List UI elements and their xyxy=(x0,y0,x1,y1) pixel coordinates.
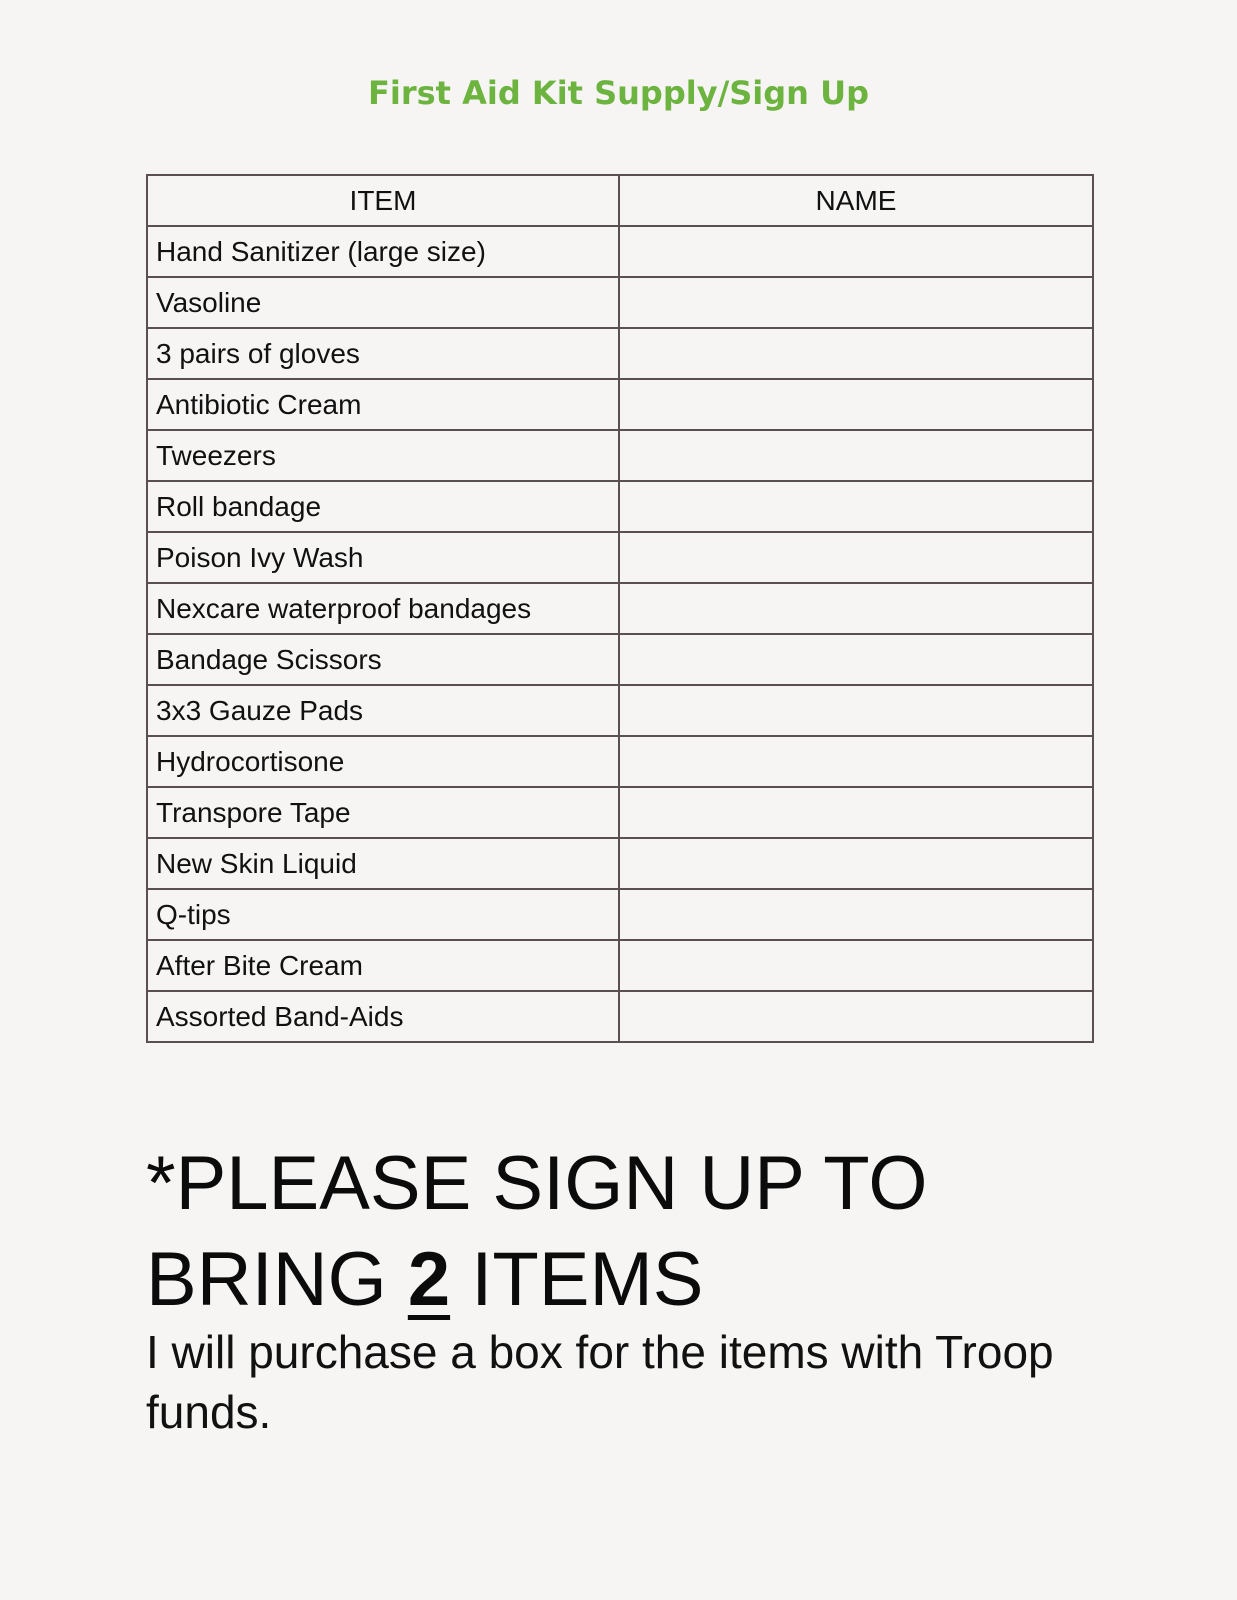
table-row xyxy=(147,379,1093,430)
name-cell[interactable] xyxy=(619,583,1093,634)
name-cell[interactable] xyxy=(619,481,1093,532)
name-cell[interactable] xyxy=(619,379,1093,430)
table-row xyxy=(147,991,1093,1042)
funding-note: I will purchase a box for the items with Troop funds. xyxy=(146,1326,1054,1438)
name-cell[interactable] xyxy=(619,634,1093,685)
table-row xyxy=(147,430,1093,481)
name-cell[interactable] xyxy=(619,736,1093,787)
item-cell: After Bite Cream xyxy=(147,940,619,991)
name-cell[interactable] xyxy=(619,991,1093,1042)
name-cell[interactable] xyxy=(619,226,1093,277)
item-cell: Tweezers xyxy=(147,430,619,481)
item-cell: Nexcare waterproof bandages xyxy=(147,583,619,634)
name-cell[interactable] xyxy=(619,430,1093,481)
name-cell[interactable] xyxy=(619,685,1093,736)
item-cell: Q-tips xyxy=(147,889,619,940)
table-row xyxy=(147,226,1093,277)
item-cell: Transpore Tape xyxy=(147,787,619,838)
item-count: 2 xyxy=(407,1237,451,1322)
column-header-name: NAME xyxy=(619,175,1093,226)
item-cell: New Skin Liquid xyxy=(147,838,619,889)
name-cell[interactable] xyxy=(619,328,1093,379)
signup-table xyxy=(146,174,1094,1043)
table-row xyxy=(147,736,1093,787)
table-row xyxy=(147,532,1093,583)
name-cell[interactable] xyxy=(619,838,1093,889)
name-cell[interactable] xyxy=(619,532,1093,583)
name-cell[interactable] xyxy=(619,787,1093,838)
item-cell: 3 pairs of gloves xyxy=(147,328,619,379)
item-cell: Antibiotic Cream xyxy=(147,379,619,430)
table-row xyxy=(147,634,1093,685)
table-row xyxy=(147,889,1093,940)
item-cell: Hydrocortisone xyxy=(147,736,619,787)
notice-line-2-prefix: BRING xyxy=(146,1237,408,1322)
table-row xyxy=(147,481,1093,532)
table-row xyxy=(147,787,1093,838)
table-row xyxy=(147,940,1093,991)
table-row xyxy=(147,328,1093,379)
column-header-item: ITEM xyxy=(147,175,619,226)
name-cell[interactable] xyxy=(619,940,1093,991)
item-cell: Hand Sanitizer (large size) xyxy=(147,226,619,277)
item-cell: Vasoline xyxy=(147,277,619,328)
notice-line-2-suffix: ITEMS xyxy=(450,1237,704,1322)
signup-notice xyxy=(146,1136,927,1328)
table-row xyxy=(147,277,1093,328)
name-cell[interactable] xyxy=(619,277,1093,328)
item-cell: Assorted Band-Aids xyxy=(147,991,619,1042)
table-row xyxy=(147,583,1093,634)
item-cell: Bandage Scissors xyxy=(147,634,619,685)
item-cell: Roll bandage xyxy=(147,481,619,532)
notice-line-2 xyxy=(146,1232,927,1328)
item-cell: 3x3 Gauze Pads xyxy=(147,685,619,736)
name-cell[interactable] xyxy=(619,889,1093,940)
table-header-row xyxy=(147,175,1093,226)
table-row xyxy=(147,685,1093,736)
notice-line-1: *PLEASE SIGN UP TO xyxy=(146,1141,928,1226)
table-row xyxy=(147,838,1093,889)
page-title: First Aid Kit Supply/Sign Up xyxy=(368,74,869,112)
item-cell: Poison Ivy Wash xyxy=(147,532,619,583)
